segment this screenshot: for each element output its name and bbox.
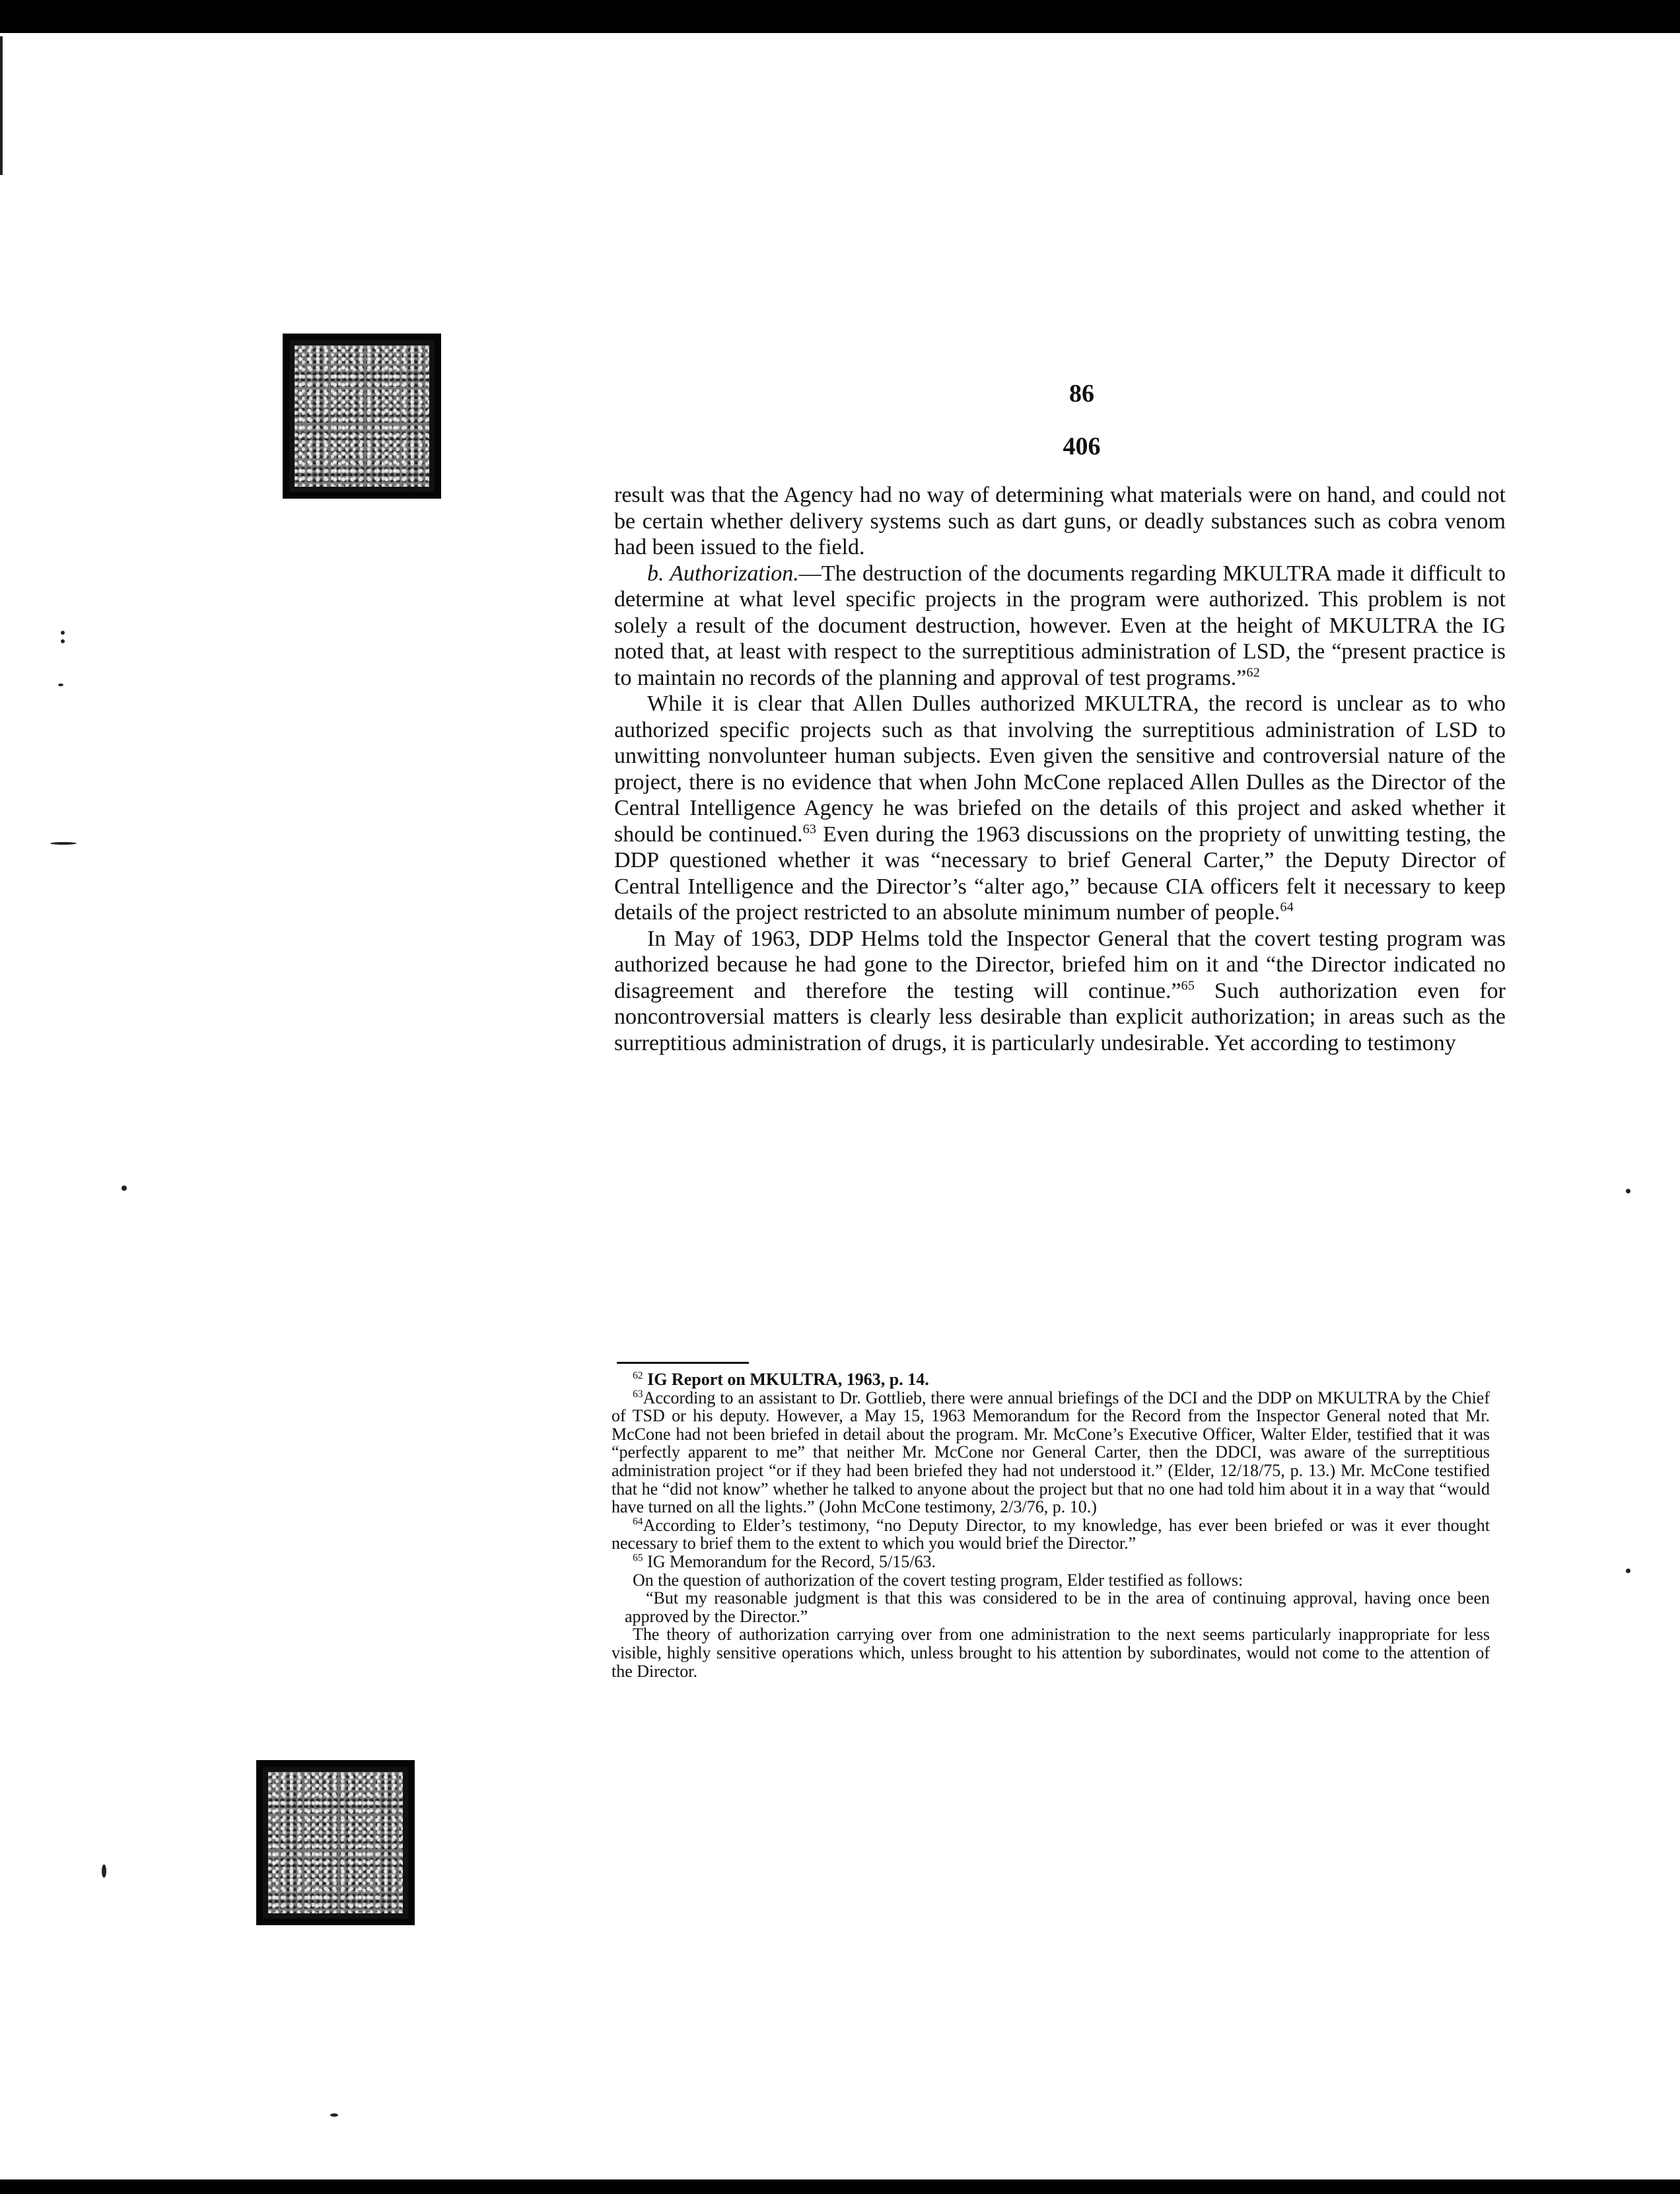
footnote-62: $^{62}$ IG Report on MKULTRA, 1963, p. 14. [633,1370,929,1389]
scan-speck [1626,1569,1630,1573]
footnotes [612,1370,1490,1680]
body-text [614,482,1506,1056]
footnote-ref: 62 [1246,665,1260,680]
paragraph-authorization: b. Authorization.—The destruction of the documents regarding MKULTRA made it difficult to determine at what level specific projects in the program were authorized. This problem is not solely a result of the document destruction, however. Even at the height of MKULTRA the IG noted that, at least with respect to the surreptitious administration of LSD, the “present practice is to maintain no records of the planning and approval of test programs.”$^{62}$ [614,561,1506,690]
footnote-ref: 63 [802,822,816,837]
redaction-block-top [283,334,441,499]
scan-left-edge-mark [0,36,3,175]
scan-speck [330,2113,338,2117]
scan-speck [102,1864,106,1878]
footnote-65: $^{65}$ IG Memorandum for the Record, 5/15/63. [633,1551,936,1571]
footnote-64: $^{64}$According to Elder’s testimony, “no Deputy Director, to my knowledge, has ever been briefed or was it ever thought necessary to brief them to the extent to which you would brief the Director.” [612,1515,1490,1553]
scan-speck [61,631,65,635]
section-heading: b. Authorization. [647,561,799,586]
page-number-top: 86 [1069,380,1094,407]
redaction-block-bottom [256,1760,415,1925]
footnote-ref: 64 [1280,900,1294,915]
scan-speck [122,1185,127,1191]
footnote-65-end: The theory of authorization carrying over from one administration to the next seems particularly inappropriate for less visible, highly sensitive operations which, unless brought to his attention by subordinates, would not come to the attention of the Director. [612,1625,1490,1681]
footnote-divider [617,1362,749,1364]
scan-speck [50,842,77,845]
scan-speck [61,639,65,643]
footnote-63: $^{63}$According to an assistant to Dr. Gottlieb, there were annual briefings of the DCI and the DDP on MKULTRA by the Chief of TSD or his deputy. However, a May 15, 1963 Memorandum for the Record from the Inspector General noted that Mr. McCone had not been briefed in detail about the program. Mr. McCone’s Executive Officer, Walter Elder, testified that it was “perfectly apparent to me” that neither Mr. McCone nor General Carter, then the DDCI, was aware of the surreptitious administration project “or if they had been briefed they had not understood it.” (Elder, 12/18/75, p. 13.) Mr. McCone testified that he “did not know” whether he talked to anyone about the project but that no one had told him about it in a way that “would have turned on all the lights.” (John McCone testimony, 2/3/76, p. 10.) [612,1388,1490,1517]
footnote-ref: 65 [1181,978,1195,993]
paragraph-1: result was that the Agency had no way of determining what materials were on hand, and could not be certain whether delivery systems such as dart guns, or deadly substances such as cobra venom had been issued to the field. [614,483,1506,559]
scan-speck [1626,1189,1630,1193]
scan-top-border [0,0,1680,33]
paragraph-dulles: While it is clear that Allen Dulles authorized MKULTRA, the record is unclear as to who authorized specific projects such as that involving the surreptitious administration of LSD to unwitting nonvolunteer human subjects. Even given the sensitive and controversial nature of the project, there is no evidence that when John McCone replaced Allen Dulles as the Director of the Central Intelligence Agency he was briefed on the details of this project and asked whether it should be continued.$^{63}$ Even during the 1963 discussions on the propriety of unwitting testing, the DDP questioned whether it was “necessary to brief General Carter,” the Deputy Director of Central Intelligence and the Director’s “alter ago,” because CIA officers felt it necessary to keep details of the project restricted to an absolute minimum number of people.$^{64}$ [614,691,1506,925]
paragraph-helms: In May of 1963, DDP Helms told the Inspector General that the covert testing program was authorized because he had gone to the Director, briefed him on it and “the Director indicated no disagreement and therefore the testing will continue.”$^{65}$ Such authorization even for noncontroversial matters is clearly less desirable than explicit authorization; in areas such as the surreptitious administration of drugs, it is particularly undesirable. Yet according to testimony [614,926,1506,1055]
scan-speck [58,684,63,686]
footnote-65-continued: On the question of authorization of the covert testing program, Elder testified as follows: [633,1570,1243,1590]
page-number-second: 406 [1063,433,1101,460]
footnote-65-quote: “But my reasonable judgment is that this was considered to be in the area of continuing approval, having once been approved by the Director.” [625,1588,1490,1626]
scan-bottom-border [0,2179,1680,2194]
